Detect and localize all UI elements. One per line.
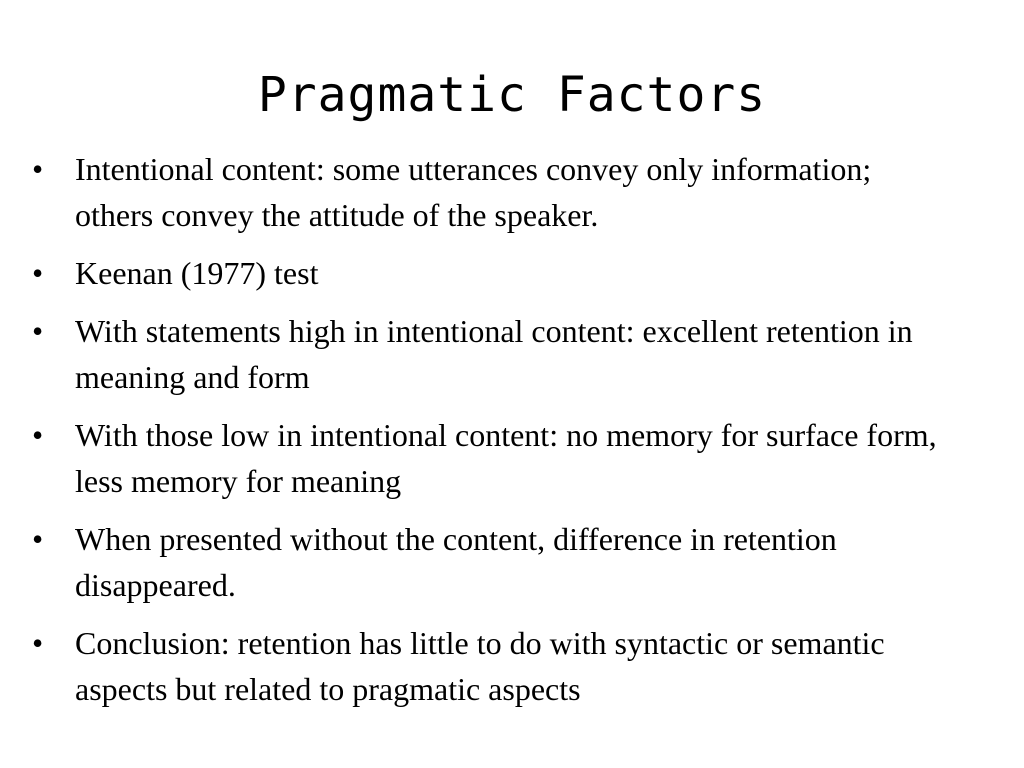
bullet-icon: • <box>32 521 44 557</box>
bullet-item <box>32 146 952 238</box>
bullet-item <box>32 412 952 504</box>
bullet-item <box>32 308 952 400</box>
bullet-text: Keenan (1977) test <box>75 255 319 291</box>
bullet-text: Conclusion: retention has little to do with syntactic or semantic aspects but related to pragmatic aspects <box>75 625 885 707</box>
bullet-list <box>32 146 952 724</box>
bullet-icon: • <box>32 417 44 453</box>
bullet-text: When presented without the content, difference in retention disappeared. <box>75 521 837 603</box>
bullet-icon: • <box>32 313 44 349</box>
slide-title: Pragmatic Factors <box>257 67 767 123</box>
bullet-item <box>32 516 952 608</box>
bullet-icon: • <box>32 255 44 291</box>
bullet-text: With statements high in intentional content: excellent retention in meaning and form <box>75 313 913 395</box>
bullet-item <box>32 620 952 712</box>
bullet-text: Intentional content: some utterances convey only information; others convey the attitude of the speaker. <box>75 151 872 233</box>
bullet-icon: • <box>32 625 44 661</box>
bullet-icon: • <box>32 151 44 187</box>
bullet-item <box>32 250 952 296</box>
bullet-text: With those low in intentional content: no memory for surface form, less memory for meaning <box>75 417 937 499</box>
